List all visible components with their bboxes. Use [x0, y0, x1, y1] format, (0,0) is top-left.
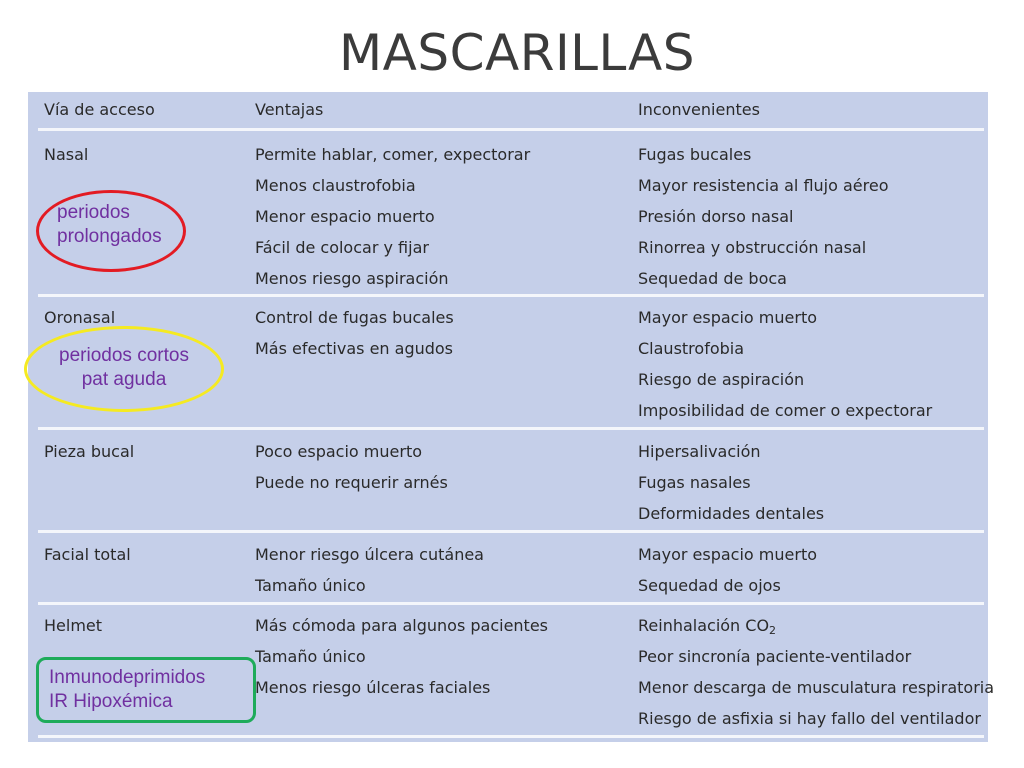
inconveniente-item: Mayor resistencia al flujo aéreo	[638, 176, 889, 195]
annotation-line: periodos	[57, 202, 130, 223]
annotation-line: periodos cortos	[59, 345, 189, 366]
annotation-line: pat aguda	[81, 369, 167, 390]
ventaja-item: Más cómoda para algunos pacientes	[255, 616, 549, 635]
annotation-line: IR Hipoxémica	[49, 691, 173, 712]
inconveniente-item: Claustrofobia	[638, 339, 745, 358]
via-label: Facial total	[44, 545, 131, 564]
inconveniente-item: Riesgo de aspiración	[638, 370, 805, 389]
inconveniente-item: Rinorrea y obstrucción nasal	[638, 238, 867, 257]
slide-title: MASCARILLAS	[339, 24, 695, 82]
annotation-oronasal	[24, 326, 224, 412]
ventaja-item: Tamaño único	[255, 576, 366, 595]
ventaja-item: Tamaño único	[255, 647, 366, 666]
via-label: Pieza bucal	[44, 442, 135, 461]
ventaja-item: Menor riesgo úlcera cutánea	[255, 545, 484, 564]
inconveniente-item: Fugas bucales	[638, 145, 752, 164]
inconveniente-item: Menor descarga de musculatura respiratoria	[638, 678, 995, 697]
ventaja-item: Fácil de colocar y fijar	[255, 238, 429, 257]
ventaja-item: Menor espacio muerto	[255, 207, 435, 226]
row-separator	[38, 602, 984, 605]
row-separator	[38, 530, 984, 533]
row-separator	[38, 427, 984, 430]
ventaja-item: Menos riesgo aspiración	[255, 269, 449, 288]
co2-subscript: 2	[769, 624, 777, 637]
header-via: Vía de acceso	[44, 100, 155, 119]
annotation-helmet	[36, 657, 256, 723]
inconveniente-item: Hipersalivación	[638, 442, 761, 461]
row-separator	[38, 294, 984, 297]
ventaja-item: Permite hablar, comer, expectorar	[255, 145, 531, 164]
via-label: Nasal	[44, 145, 89, 164]
ventaja-item: Menos claustrofobia	[255, 176, 416, 195]
header-ventajas: Ventajas	[255, 100, 324, 119]
annotation-nasal	[36, 190, 186, 272]
inconveniente-item: Deformidades dentales	[638, 504, 825, 523]
via-label: Helmet	[44, 616, 103, 635]
ventaja-item: Poco espacio muerto	[255, 442, 423, 461]
inconveniente-item: Sequedad de ojos	[638, 576, 781, 595]
header-inconvenientes: Inconvenientes	[638, 100, 760, 119]
inconveniente-item: Fugas nasales	[638, 473, 751, 492]
inconveniente-item	[638, 610, 988, 641]
annotation-line: prolongados	[57, 226, 162, 247]
via-label: Oronasal	[44, 308, 116, 327]
co2-text: Reinhalación CO	[638, 616, 770, 635]
ventaja-item: Más efectivas en agudos	[255, 339, 454, 358]
inconveniente-item: Mayor espacio muerto	[638, 308, 817, 327]
inconveniente-item: Sequedad de boca	[638, 269, 787, 288]
row-separator	[38, 735, 984, 738]
inconveniente-item: Mayor espacio muerto	[638, 545, 817, 564]
ventaja-item: Puede no requerir arnés	[255, 473, 448, 492]
row-separator	[38, 128, 984, 131]
ventaja-item: Control de fugas bucales	[255, 308, 454, 327]
inconveniente-item: Peor sincronía paciente-ventilador	[638, 647, 912, 666]
inconveniente-item: Riesgo de asfixia si hay fallo del ventilador	[638, 709, 981, 728]
inconveniente-item: Imposibilidad de comer o expectorar	[638, 401, 933, 420]
ventaja-item: Menos riesgo úlceras faciales	[255, 678, 491, 697]
mask-comparison-table	[28, 92, 995, 742]
inconveniente-item: Presión dorso nasal	[638, 207, 794, 226]
annotation-line: Inmunodeprimidos	[49, 667, 206, 688]
